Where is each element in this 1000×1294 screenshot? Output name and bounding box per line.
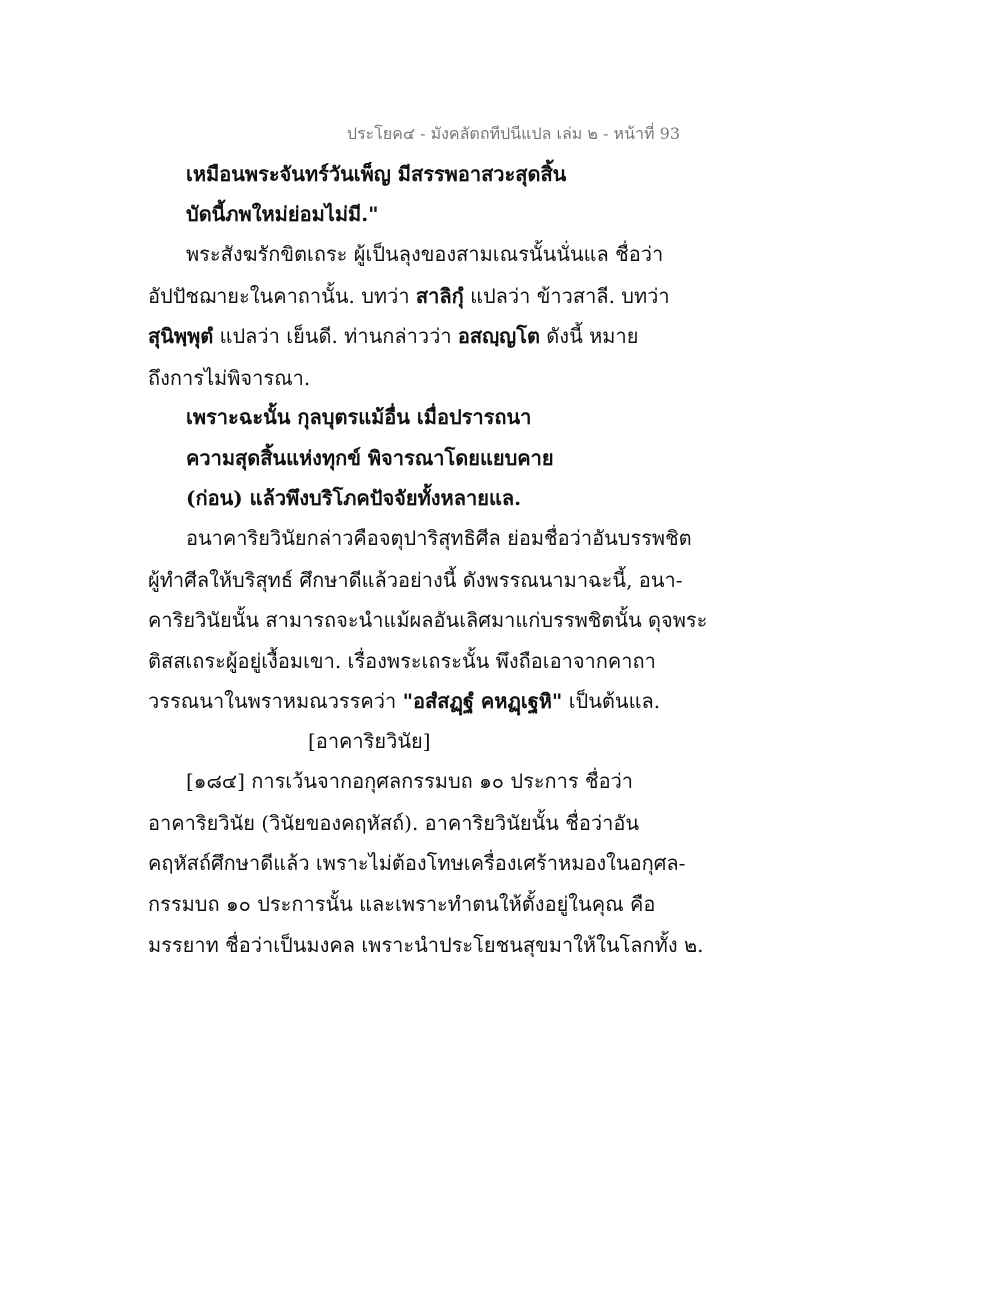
pali-quote: "อสํสฏฺฐํ คหฏฺเฐหิ" xyxy=(402,689,563,713)
text-span: เป็นต้นแล. xyxy=(562,689,661,713)
paragraph-line: มรรยาท ชื่อว่าเป็นมงคล เพราะนำประโยชนสุขมาให้ในโลกทั้ง ๒. xyxy=(148,933,704,957)
paragraph-line xyxy=(148,283,670,309)
verse-line-3: เพราะฉะนั้น กุลบุตรแม้อื่น เมื่อปรารถนา xyxy=(186,405,532,429)
pali-term: อสญฺญโต xyxy=(457,324,540,348)
pali-term: สาลิกุํ xyxy=(415,284,464,308)
paragraph-line: พระสังฆรักขิตเถระ ผู้เป็นลุงของสามเณรนั้นนั่นแล ชื่อว่า xyxy=(186,242,664,266)
page-header: ประโยค๔ - มังคลัตถทีปนีแปล เล่ม ๒ - หน้าที่ 93 xyxy=(346,124,680,143)
paragraph-line: กรรมบถ ๑๐ ประการนั้น และเพราะทำตนให้ตั้งอยู่ในคุณ คือ xyxy=(148,892,656,916)
paragraph-line: คฤหัสถ์ศึกษาดีแล้ว เพราะไม่ต้องโทษเครื่องเศร้าหมองในอกุศล- xyxy=(148,851,686,875)
text-span: แปลว่า เย็นดี. ท่านกล่าวว่า xyxy=(213,324,458,348)
text-span: อัปปัชฌายะในคาถานั้น. บทว่า xyxy=(148,284,416,308)
verse-line-1: เหมือนพระจันทร์วันเพ็ญ มีสรรพอาสวะสุดสิ้น xyxy=(186,162,567,186)
paragraph-line: ติสสเถระผู้อยู่เงื้อมเขา. เรื่องพระเถระนั้น พึงถือเอาจากคาถา xyxy=(148,649,656,673)
pali-term: สุนิพฺพุตํ xyxy=(148,324,214,348)
verse-line-5: (ก่อน) แล้วพึงบริโภคปัจจัยทั้งหลายแล. xyxy=(186,486,522,510)
text-span: ดังนี้ หมาย xyxy=(539,324,639,348)
verse-line-4: ความสุดสิ้นแห่งทุกข์ พิจารณาโดยแยบคาย xyxy=(186,446,554,470)
paragraph-line xyxy=(148,688,660,714)
text-span: แปลว่า ข้าวสาลี. บทว่า xyxy=(463,284,670,308)
verse-line-2: บัดนี้ภพใหม่ย่อมไม่มี." xyxy=(186,202,379,226)
text-span: วรรณนาในพราหมณวรรคว่า xyxy=(148,689,403,713)
paragraph-line: ถึงการไม่พิจารณา. xyxy=(148,366,311,390)
paragraph-line xyxy=(148,323,638,349)
paragraph-line: อาคาริยวินัย (วินัยของคฤหัสถ์). อาคาริยวินัยนั้น ชื่อว่าอัน xyxy=(148,811,640,835)
paragraph-line: ผู้ทำศีลให้บริสุทธ์ ศึกษาดีแล้วอย่างนี้ ดังพรรณนามาฉะนี้, อนา- xyxy=(148,568,683,592)
paragraph-line: [๑๘๔] การเว้นจากอกุศลกรรมบถ ๑๐ ประการ ชื่อว่า xyxy=(186,769,634,793)
paragraph-line: อนาคาริยวินัยกล่าวคือจตุปาริสุทธิศีล ย่อมชื่อว่าอันบรรพชิต xyxy=(186,526,692,550)
paragraph-line: คาริยวินัยนั้น สามารถจะนำแม้ผลอันเลิศมาแก่บรรพชิตนั้น ดุจพระ xyxy=(148,608,708,632)
section-heading: [อาคาริยวินัย] xyxy=(308,729,431,753)
